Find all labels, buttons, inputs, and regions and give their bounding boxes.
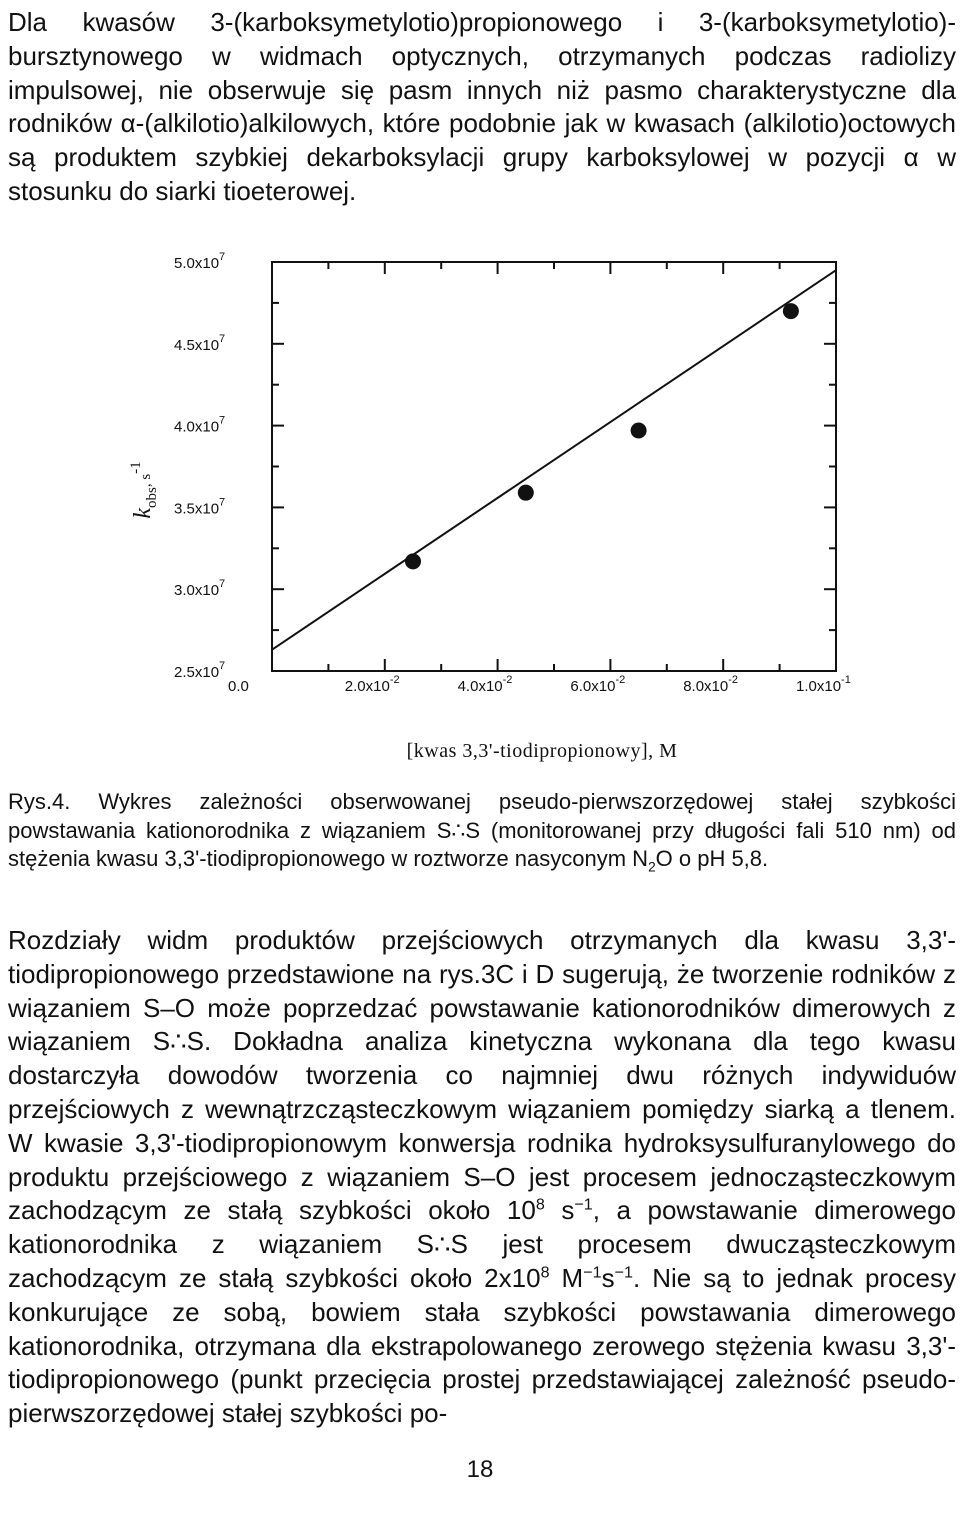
data-series bbox=[272, 270, 836, 650]
x-tick-label: $1.0x10^{-1}$ bbox=[796, 674, 851, 695]
paragraph-intro: Dla kwasów 3-(karboksymetylotio)propionowego i 3-(karboksymetylotio)-bursztynowego w widmach optycznych, otrzymanych podczas radiolizy impulsowej, nie obserwuje się pasm innych niż pasmo charakterystyczne dla rodników α-(alkilotio)alkilowych, które podobnie jak w kwasach (alkilotio)octowych są produktem szybkiej dekarboksylacji grupy karboksylowej w pozycji α w stosunku do siarki tioeterowej. bbox=[8, 7, 956, 206]
y-axis-ticks bbox=[174, 251, 836, 681]
page-number: 18 bbox=[466, 1456, 494, 1483]
figure-caption bbox=[8, 788, 956, 874]
y-axis-label-symbol: k bbox=[130, 508, 156, 519]
data-point bbox=[631, 423, 647, 439]
x-axis-label: [kwas 3,3'-tiodipropionowy], M bbox=[406, 740, 678, 762]
kinetics-exp-4: −1 bbox=[583, 1263, 602, 1282]
kinetics-text-3: , a powstawanie dimerowego kationorodnika z wiązaniem S∴S jest procesem dwucząsteczkowym zachodzącym ze stałą szybkości około 2x10 bbox=[8, 1195, 956, 1293]
y-tick-label: $4.5x10^7$ bbox=[174, 332, 226, 354]
caption-tail: O o pH 5,8. bbox=[655, 846, 769, 871]
data-point bbox=[783, 303, 799, 319]
x-axis-ticks bbox=[228, 262, 851, 695]
y-axis-label-subscript: obs bbox=[144, 487, 160, 509]
x-tick-label: $2.0x10^{-2}$ bbox=[344, 674, 400, 695]
kinetics-text-2: s bbox=[544, 1195, 575, 1226]
kinetics-exp-1: 8 bbox=[535, 1195, 545, 1214]
caption-n2o-subscript: 2 bbox=[648, 859, 656, 875]
data-point bbox=[405, 553, 421, 569]
kobs-vs-concentration-chart bbox=[0, 240, 960, 770]
y-tick-label: $4.0x10^7$ bbox=[174, 414, 226, 436]
kinetics-text-4: M bbox=[549, 1262, 584, 1293]
kinetics-text-1: Rozdziały widm produktów przejściowych otrzymanych dla kwasu 3,3'-tiodipropionowego przedstawione na rys.3C i D sugerują, że tworzenie rodników z wiązaniem S–O może poprzedzać powstawanie kationorodników dimerowych z wiązaniem S∴S. Dokładna analiza kinetyczna wykonana dla tego kwasu dostarczyła dowodów tworzenia co najmniej dwu różnych indywiduów przejściowych z wewnątrzcząsteczkowym wiązaniem pomiędzy siarką a tlenem. W kwasie 3,3'-tiodipropionowym konwersja rodnika hydroksysulfuranylowego do produktu przejściowego z wiązaniem S–O jest procesem jednocząsteczkowym zachodzącym ze stałą szybkości około 10 bbox=[8, 925, 956, 1226]
y-axis-label-unit-exp: -1 bbox=[128, 461, 144, 474]
kinetics-text-6: . Nie są to jednak procesy konkurujące ze sobą, bowiem stała szybkości powstawania dimerowego kationorodnika, otrzymana dla ekstrapolowanego zerowego stężenia kwasu 3,3'-tiodipropionowego (punkt przecięcia prostej przedstawiającej zależność pseudo-pierwszorzędowej stałej szybkości po- bbox=[8, 1262, 956, 1429]
y-axis-label bbox=[128, 461, 160, 518]
kinetics-exp-2: −1 bbox=[574, 1195, 593, 1214]
fit-line bbox=[272, 270, 836, 650]
y-tick-label: $3.0x10^7$ bbox=[174, 578, 226, 600]
plot-frame bbox=[272, 262, 836, 671]
x-tick-label: 0.0 bbox=[228, 678, 249, 695]
x-tick-label: $4.0x10^{-2}$ bbox=[457, 674, 513, 695]
x-tick-label: $6.0x10^{-2}$ bbox=[570, 674, 626, 695]
caption-text: Rys.4. Wykres zależności obserwowanej pseudo-pierwszorzędowej stałej szybkości powstawania kationorodnika z wiązaniem S∴S (monitorowanej przy długości fali 510 nm) od stężenia kwasu 3,3'-tiodipropionowego w roztworze nasyconym N bbox=[8, 789, 956, 871]
kinetics-text-5: s bbox=[601, 1262, 615, 1293]
svg-text:kobs, s-1 bbox=[128, 461, 160, 518]
paragraph-kinetics bbox=[8, 924, 956, 1431]
kinetics-exp-5: −1 bbox=[614, 1263, 633, 1282]
x-tick-label: $8.0x10^{-2}$ bbox=[683, 674, 739, 695]
y-tick-label: $5.0x10^7$ bbox=[174, 251, 226, 272]
kinetics-exp-3: 8 bbox=[540, 1263, 550, 1282]
y-axis-label-unit: , s bbox=[138, 473, 154, 488]
data-point bbox=[518, 485, 534, 501]
y-tick-label: $2.5x10^7$ bbox=[174, 660, 226, 681]
y-tick-label: $3.5x10^7$ bbox=[174, 496, 226, 518]
